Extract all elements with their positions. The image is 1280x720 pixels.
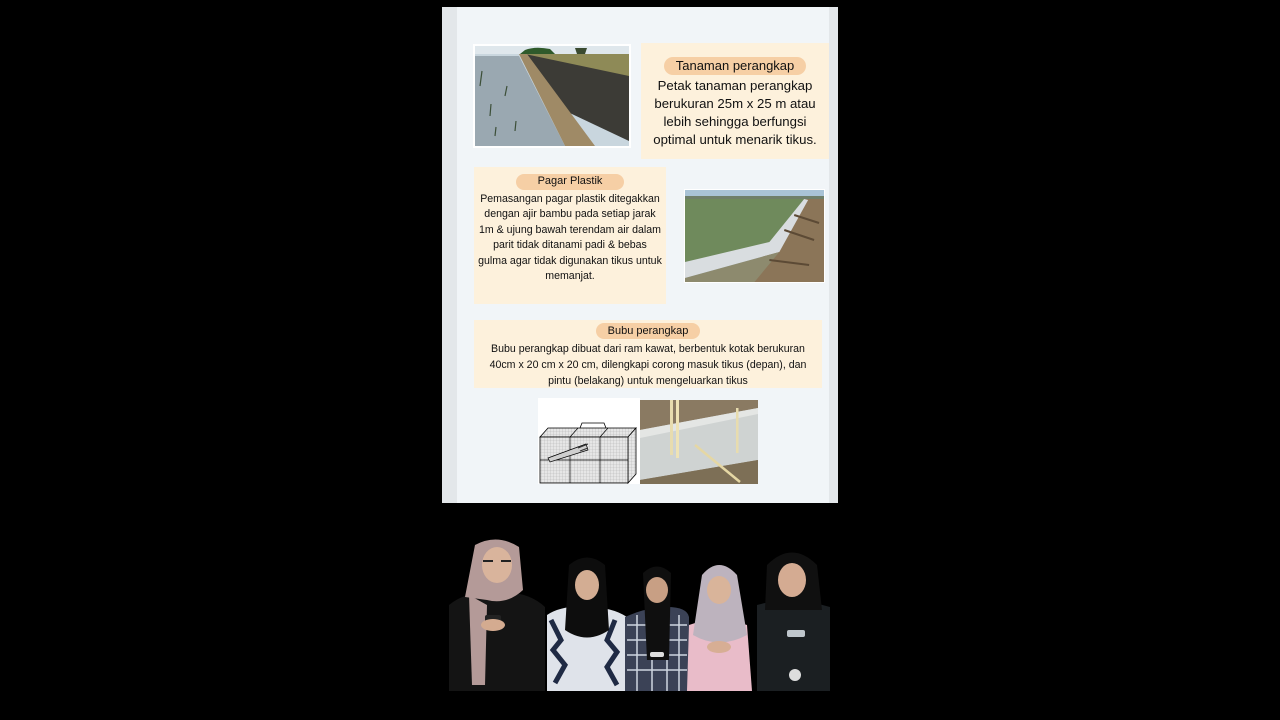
plastic-fence-title: Pagar Plastik: [516, 174, 625, 190]
trap-crop-field-photo: [473, 44, 631, 148]
wire-trap-title: Bubu perangkap: [596, 323, 701, 339]
trap-in-fence-photo: [640, 400, 758, 484]
slide-right-margin: [829, 7, 838, 503]
slide-left-margin: [442, 7, 457, 503]
trap-crop-card: [641, 43, 829, 159]
wire-trap-card: [474, 320, 822, 388]
plastic-fence-description: Pemasangan pagar plastik ditegakkan dengan ajir bambu pada setiap jarak 1m & ujung bawah terendam air dalam parit tidak ditanami padi & bebas gulma agar tidak digunakan tikus untuk memanjat.: [478, 192, 662, 282]
trap-crop-description: Petak tanaman perangkap berukuran 25m x 25 m atau lebih sehingga berfungsi optimal untuk menarik tikus.: [653, 78, 817, 147]
wire-trap-diagram: [538, 398, 640, 484]
presenters-video: [447, 535, 832, 691]
plastic-fence-card: [474, 167, 666, 304]
wire-trap-description: Bubu perangkap dibuat dari ram kawat, berbentuk kotak berukuran 40cm x 20 cm x 20 cm, dilengkapi corong masuk tikus (depan), dan pintu (belakang) untuk mengeluarkan tikus: [489, 343, 807, 387]
plastic-fence-photo: [684, 189, 825, 283]
trap-crop-title: Tanaman perangkap: [664, 57, 807, 75]
slide-panel: [442, 7, 838, 503]
